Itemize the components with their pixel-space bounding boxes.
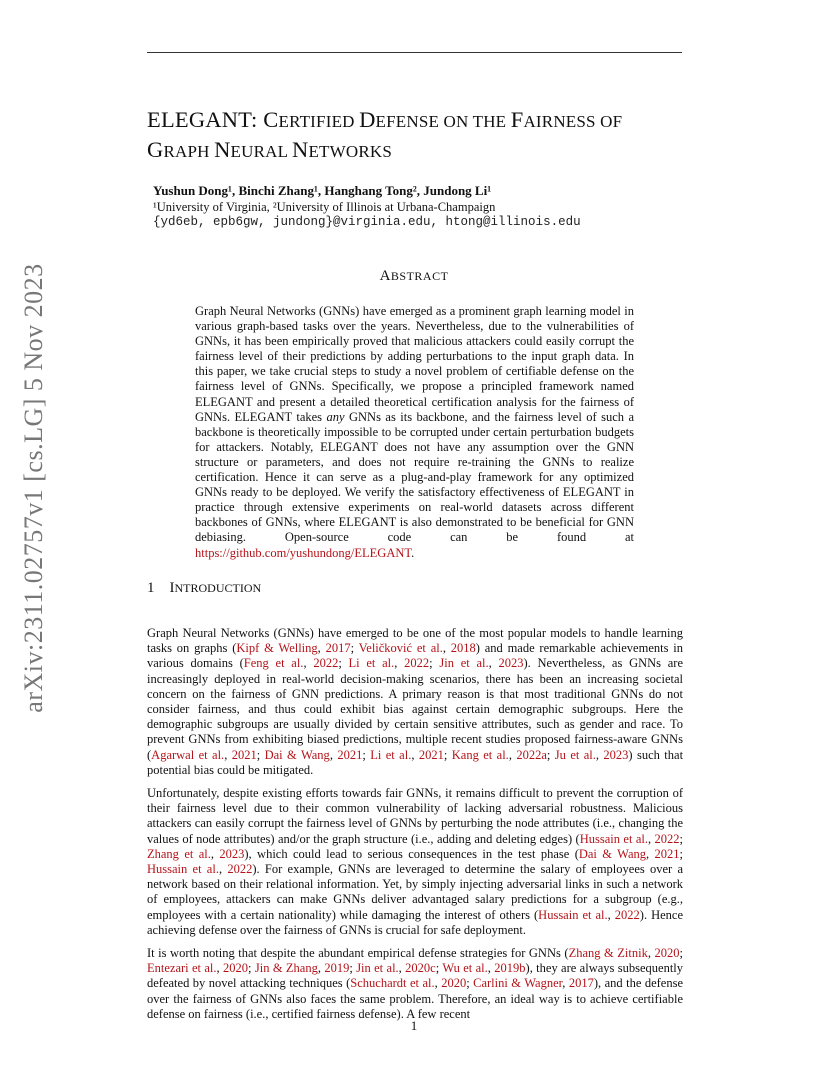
citation[interactable]: Jin et al. [356, 961, 399, 976]
citation[interactable]: 2021 [337, 747, 363, 762]
citation[interactable]: Dai & Wang [264, 747, 330, 762]
citation[interactable]: Wu et al. [442, 961, 488, 976]
author-emails: {yd6eb, epb6gw, jundong}@virginia.edu, htong@illinois.edu [153, 215, 581, 229]
author-list: Yushun Dong¹, Binchi Zhang¹, Hanghang Tong², Jundong Li¹ [153, 183, 492, 198]
top-rule [147, 52, 682, 53]
citation[interactable]: Li et al. [370, 747, 412, 762]
intro-body [147, 626, 683, 1030]
citation[interactable]: Jin et al. [439, 656, 489, 671]
citation[interactable]: Hussain et al. [579, 831, 648, 846]
citation[interactable]: 2021 [418, 747, 444, 762]
paragraph-3: It is worth noting that despite the abundant empirical defense strategies for GNNs (Zhang & Zitnik, 2020; Entezari et al., 2020; Jin & Zhang, 2019; Jin et al., 2020c; Wu et al., 2019b), they are always subsequently defeated by novel attacking techniques (Schuchardt et al., 2020; Carlini & Wagner, 2017), and the defense over the fairness of GNNs also faces the same problem. Therefore, an ideal way is to achieve certifiable defense on fairness (i.e., certified fairness defense). A few recent [147, 946, 684, 1021]
citation[interactable]: 2022 [227, 862, 253, 877]
citation[interactable]: 2017 [325, 641, 351, 656]
arxiv-side-identifier [14, 263, 54, 713]
code-link[interactable]: https://github.com/yushundong/ELEGANT [195, 545, 412, 560]
citation[interactable]: Veličković et al. [358, 641, 443, 656]
citation[interactable]: 2022 [313, 656, 339, 671]
citation[interactable]: Schuchardt et al. [350, 976, 435, 991]
citation[interactable]: Zhang & Zitnik [568, 946, 648, 961]
arxiv-id-text: arXiv:2311.02757v1 [cs.LG] 5 Nov 2023 [19, 263, 48, 713]
citation[interactable]: Li et al. [348, 656, 395, 671]
citation[interactable]: Dai & Wang [578, 846, 647, 861]
citation[interactable]: Jin & Zhang [254, 961, 318, 976]
citation[interactable]: 2021 [654, 846, 680, 861]
citation[interactable]: Carlini & Wagner [473, 976, 563, 991]
paragraph-2: Unfortunately, despite existing efforts towards fair GNNs, it remains difficult to prevent the corruption of their fairness level due to their common vulnerability of lacking adversarial robustness. Malicious attackers can easily corrupt the fairness level of GNNs by perturbing the node attributes (i.e., changing the values of node attributes) and/or the graph structure (i.e., adding and deleting edges) (Hussain et al., 2022; Zhang et al., 2023), which could lead to serious consequences in the test phase (Dai & Wang, 2021; Hussain et al., 2022). For example, GNNs are leveraged to determine the salary of employees over a network based on their relational information. Yet, by simply injecting adversarial links in such a network of employees, attackers can make GNNs deliver advantaged salary predictions for a subgroup (e.g., employees with a certain nationality) while damaging the interest of others (Hussain et al., 2022). Hence achieving defense over the fairness of GNNs is crucial for safe deployment. [147, 786, 684, 937]
citation[interactable]: Kipf & Welling [236, 641, 318, 656]
paper-title: ELEGANT: CERTIFIED DEFENSE ON THE FAIRNESS OF GRAPH NEURAL NETWORKS [147, 107, 623, 162]
citation[interactable]: Zhang et al. [147, 846, 211, 861]
citation[interactable]: 2022 [614, 907, 640, 922]
citation[interactable]: 2023 [603, 747, 629, 762]
citation[interactable]: 2020 [654, 946, 680, 961]
citation[interactable]: 2023 [498, 656, 524, 671]
citation[interactable]: Hussain et al. [538, 907, 608, 922]
citation[interactable]: 2020c [405, 961, 436, 976]
abstract-text: Graph Neural Networks (GNNs) have emerged as a prominent graph learning model in various graph-based tasks over the years. Nevertheless, due to the vulnerabilities of GNNs, it has been empirically proved that malicious attackers could easily corrupt the fairness level of their predictions by adding perturbations to the input graph data. In this paper, we take crucial steps to study a novel problem of certifiable defense on the fairness level of GNNs. Specifically, we propose a principled framework named ELEGANT and present a detailed theoretical certification analysis for the fairness of GNNs. ELEGANT takes any GNNs as its backbone, and the fairness level of such a backbone is theoretically impossible to be corrupted under certain perturbation budgets for attackers. Notably, ELEGANT does not have any assumption over the GNN structure or parameters, and does not require re-training the GNNs to realize certification. Hence it can serve as a plug-and-play framework for any optimized GNNs ready to be deployed. We verify the satisfactory effectiveness of ELEGANT in practice through extensive experiments on real-world datasets across different backbones of GNNs, where ELEGANT is also demonstrated to be beneficial for GNN debiasing. Open-source code can be found at https://github.com/yushundong/ELEGANT. [195, 304, 635, 560]
citation[interactable]: 2022 [654, 831, 680, 846]
paragraph-1: Graph Neural Networks (GNNs) have emerged to be one of the most popular models to handle learning tasks on graphs (Kipf & Welling, 2017; Veličković et al., 2018) and made remarkable achievements in various domains (Feng et al., 2022; Li et al., 2022; Jin et al., 2023). Nevertheless, as GNNs are increasingly deployed in real-world decision-making scenarios, there has been an increasing societal concern on the fairness of GNN predictions. A primary reason is that most traditional GNNs do not consider fairness, and thus could exhibit bias against certain demographic subgroups. Here the demographic subgroups are usually divided by certain sensitive attributes, such as gender and race. To prevent GNNs from exhibiting biased predictions, multiple recent studies proposed fairness-aware GNNs (Agarwal et al., 2021; Dai & Wang, 2021; Li et al., 2021; Kang et al., 2022a; Ju et al., 2023) such that potential bias could be mitigated. [147, 626, 684, 777]
citation[interactable]: 2022 [404, 656, 430, 671]
citation[interactable]: 2023 [219, 846, 245, 861]
abstract-heading: ABSTRACT [379, 268, 449, 284]
citation[interactable]: 2021 [231, 747, 257, 762]
citation[interactable]: Feng et al. [243, 656, 304, 671]
affiliations: ¹University of Virginia, ²University of Illinois at Urbana-Champaign [153, 200, 496, 214]
citation[interactable]: Hussain et al. [147, 862, 219, 877]
page-number: 1 [410, 1018, 418, 1033]
citation[interactable]: Agarwal et al. [151, 747, 225, 762]
citation[interactable]: 2017 [568, 976, 594, 991]
citation[interactable]: 2022a [516, 747, 547, 762]
citation[interactable]: 2019b [494, 961, 526, 976]
section-heading: 1 INTRODUCTION [147, 580, 262, 596]
citation[interactable]: 2019 [324, 961, 350, 976]
citation[interactable]: Entezari et al. [147, 961, 217, 976]
citation[interactable]: 2020 [441, 976, 467, 991]
citation[interactable]: 2020 [223, 961, 249, 976]
citation[interactable]: Ju et al. [554, 747, 596, 762]
citation[interactable]: Kang et al. [451, 747, 509, 762]
citation[interactable]: 2018 [450, 641, 476, 656]
